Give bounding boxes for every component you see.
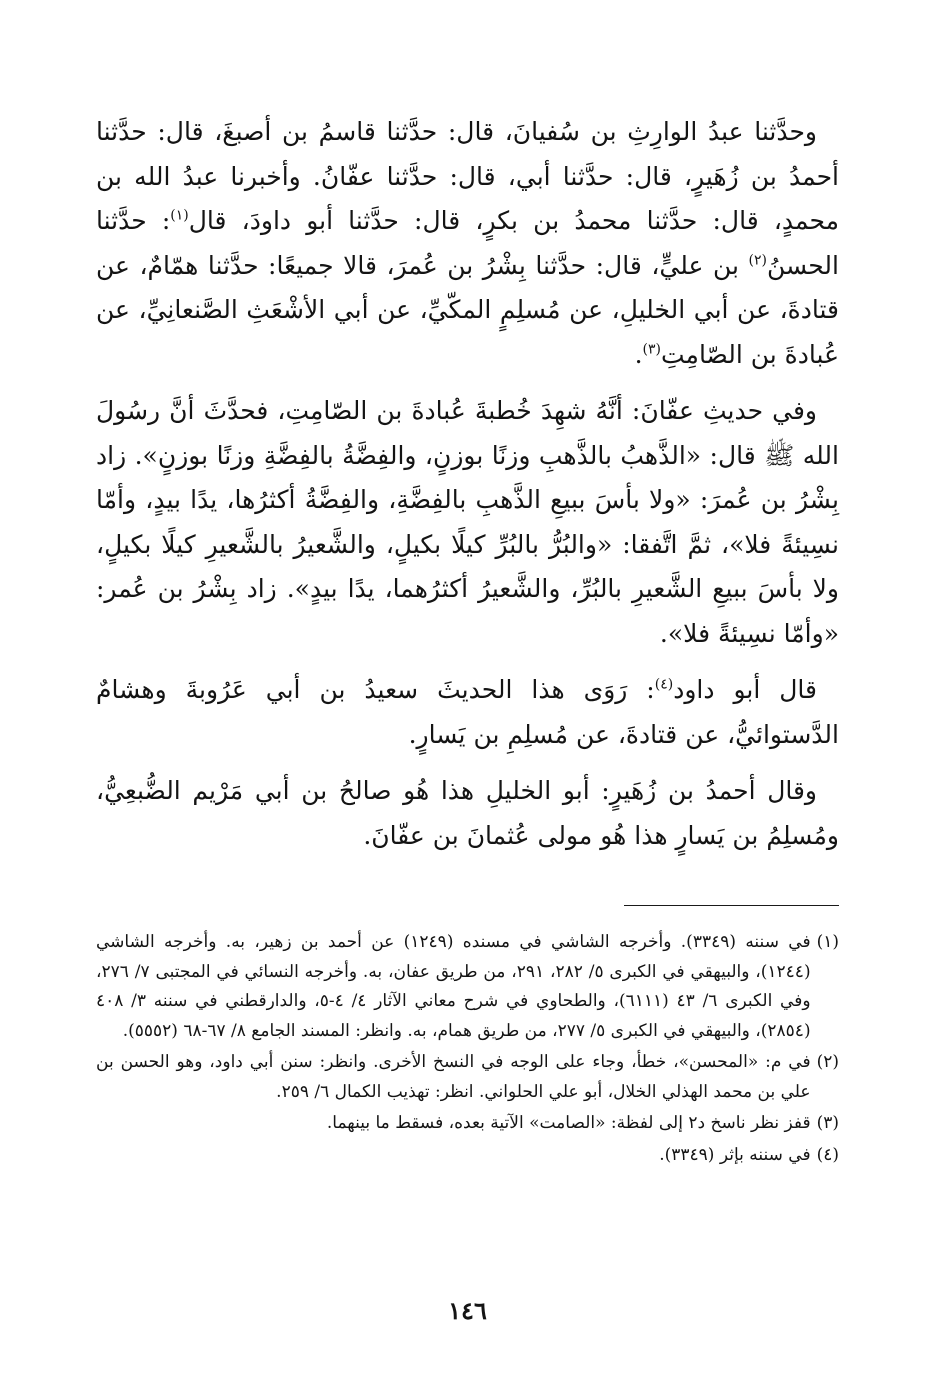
footnote-ref-1[interactable]: (١) bbox=[170, 207, 189, 224]
footnote-3 bbox=[96, 1109, 839, 1139]
paragraph-text: وحدَّثنا عبدُ الوارِثِ بن سُفيانَ، قال: حدَّثنا قاسمُ بن أصبغَ، قال: حدَّثنا أحمدُ بن زُهَيرٍ، قال: حدَّثنا أبي، قال: حدَّثنا عفّانُ. وأخبرنا عبدُ الله بن محمدٍ، قال: حدَّثنا محمدُ بن بكرٍ، قال: حدَّثنا أبو داودَ، قال bbox=[96, 117, 839, 235]
footnote-number: (٢) bbox=[816, 1052, 839, 1072]
paragraph-text: بن عليٍّ، قال: حدَّثنا بِشْرُ بن عُمرَ، قالا جميعًا: حدَّثنا همّامٌ، عن قتادةَ، عن أبي الخليلِ، عن مُسلِمٍ المكّيِّ، عن أبي الأشْعَثِ الصَّنعانِيِّ، عن عُبادةَ بن الصّامِتِ bbox=[96, 250, 839, 369]
footnote-number: (٣) bbox=[816, 1113, 839, 1133]
paragraph-text: وقال أحمدُ بن زُهَيرٍ: أبو الخليلِ هذا هُو صالحُ بن أبي مَرْيم الضُّبعِيُّ، ومُسلِمُ بن يَسارٍ هذا هُو مولى عُثمانَ بن عفّانَ. bbox=[96, 776, 839, 850]
paragraph-isnad bbox=[96, 110, 839, 377]
paragraph-hadith bbox=[96, 389, 839, 656]
footnote-ref-2[interactable]: (٢) bbox=[748, 252, 767, 269]
page-number: ١٤٦ bbox=[448, 1296, 487, 1325]
paragraph-text: قال أبو داود bbox=[673, 675, 817, 704]
footnote-text: قفز نظر ناسخ د٢ إلى لفظة: «الصامت» الآتية بعده، فسقط ما بينهما. bbox=[326, 1113, 811, 1133]
paragraph-text: : رَوَى هذا الحديثَ سعيدُ بن أبي عَرُوبةَ وهشامٌ الدَّستوائيُّ، عن قتادةَ، عن مُسلِمِ بن يَسارٍ. bbox=[96, 675, 839, 749]
main-text bbox=[96, 110, 839, 870]
footnote-text: في م: «المحسن»، خطأ، وجاء على الوجه في النسخ الأخرى. وانظر: سنن أبي داود، وهو الحسن بن علي بن محمد الهذلي الخلال، أبو علي الحلواني. انظر: تهذيب الكمال ٦/ ٢٥٩. bbox=[96, 1052, 811, 1102]
footnote-1 bbox=[96, 928, 839, 1046]
footnote-ref-4[interactable]: (٤) bbox=[654, 676, 674, 693]
footnote-number: (١) bbox=[816, 932, 839, 952]
paragraph-abu-dawud bbox=[96, 668, 839, 757]
footnote-2 bbox=[96, 1048, 839, 1107]
paragraph-text: : حدَّثنا الحسنُ bbox=[96, 206, 839, 280]
footnote-ref-3[interactable]: (٣) bbox=[642, 341, 661, 358]
footnote-divider bbox=[624, 905, 839, 906]
paragraph-text: وفي حديثِ عفّانَ: أنَّهُ شهِدَ خُطبةَ عُبادةَ بن الصّامِتِ، فحدَّثَ أنَّ رسُولَ الله ﷺ قال: «الذَّهبُ بالذَّهبِ وزنًا بوزنٍ، والفِضَّةُ بالفِضَّةِ وزنًا بوزنٍ». زاد بِشْرُ بن عُمرَ: «ولا بأسَ ببيعِ الذَّهبِ بالفِضَّةِ، والفِضَّةُ أكثرُها، يدًا بيدٍ، وأمّا نسِيئةً فلا»، ثمَّ اتَّفقا: «والبُرُّ بالبُرِّ كيلًا بكيلٍ، والشَّعيرُ بالشَّعيرِ كيلًا بكيلٍ، ولا بأسَ ببيعِ الشَّعيرِ بالبُرِّ، والشَّعيرُ أكثرُهما، يدًا بيدٍ». زاد بِشْرُ بن عُمر: «وأمّا نسِيئةً فلا». bbox=[96, 396, 839, 648]
paragraph-end: . bbox=[634, 339, 643, 369]
footnotes bbox=[96, 928, 839, 1172]
footnote-number: (٤) bbox=[816, 1144, 839, 1165]
footnote-text: في سننه (٣٣٤٩). وأخرجه الشاشي في مسنده (١٢٤٩) عن أحمد بن زهير، به. وأخرجه الشاشي (١٢٤٤)، والبيهقي في الكبرى ٥/ ٢٨٢، ٢٩١، من طريق عفان، به. وأخرجه النسائي في المجتبى ٧/ ٢٧٦، وفي الكبرى ٦/ ٤٣ (٦١١١)، والطحاوي في شرح معاني الآثار ٤/ ٤-٥، والدارقطني في سننه ٣/ ٤٠٨ (٢٨٥٤)، والبيهقي في الكبرى ٥/ ٢٧٧، من طريق همام، به. وانظر: المسند الجامع ٨/ ٦٧-٦٨ (٥٥٥٢). bbox=[96, 932, 811, 1041]
footnote-text: في سننه بإثر (٣٣٤٩). bbox=[659, 1144, 811, 1165]
paragraph-ahmad bbox=[96, 769, 839, 858]
footnote-4 bbox=[96, 1141, 839, 1171]
